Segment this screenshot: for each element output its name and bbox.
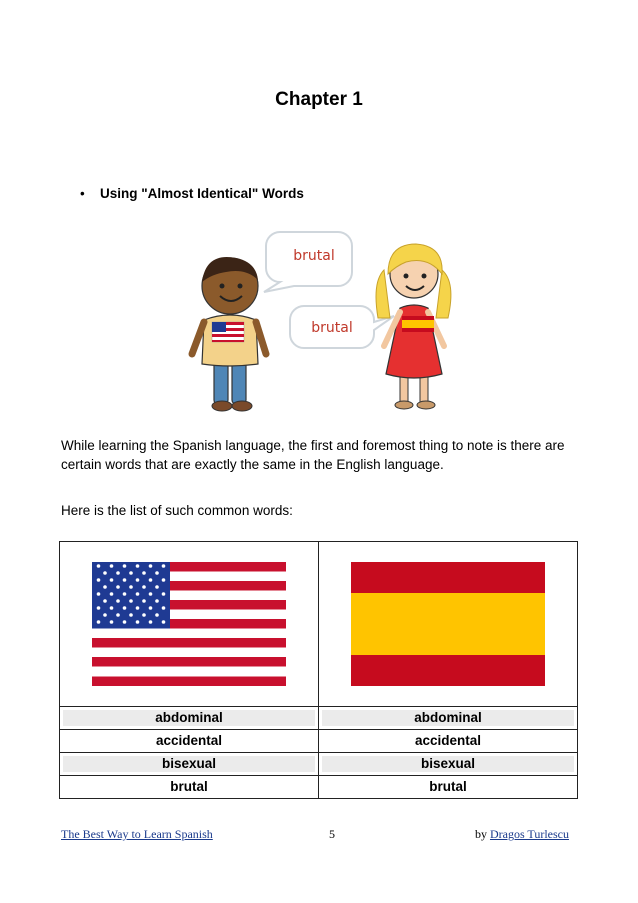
english-word-cell: [60, 707, 319, 730]
english-word: bisexual: [63, 756, 315, 772]
english-word-cell: [60, 730, 319, 753]
spanish-word: brutal: [429, 779, 467, 794]
spanish-word-cell: [319, 707, 578, 730]
spanish-word-cell: [319, 753, 578, 776]
table-row: [60, 753, 578, 776]
table-row: [60, 776, 578, 799]
english-word-cell: [60, 753, 319, 776]
bullet-symbol: •: [80, 186, 85, 201]
english-word-cell: [60, 776, 319, 799]
kids-illustration: [176, 222, 466, 417]
spanish-word: abdominal: [322, 710, 574, 726]
intro-paragraph: While learning the Spanish language, the first and foremost thing to note is there are certain words that are exactly the same in the English language.: [61, 438, 565, 472]
bubble-right-word: brutal: [311, 320, 353, 336]
boy-figure: [192, 257, 266, 411]
us-flag-icon: [92, 562, 286, 686]
english-word: brutal: [170, 779, 208, 794]
bullet-item: [80, 186, 304, 201]
english-word: abdominal: [63, 710, 315, 726]
table-row: [60, 707, 578, 730]
us-flag-cell: [60, 542, 319, 707]
author-credit: [475, 827, 569, 842]
spanish-word: accidental: [414, 733, 482, 748]
word-table: [59, 541, 578, 799]
english-word: accidental: [155, 733, 223, 748]
by-prefix: by: [474, 827, 490, 841]
spain-flag-icon: [351, 562, 545, 686]
spanish-word: bisexual: [322, 756, 574, 772]
page-number: 5: [329, 827, 335, 841]
girl-figure: [376, 244, 451, 409]
book-title-link[interactable]: The Best Way to Learn Spanish: [61, 827, 213, 841]
spain-flag-cell: [319, 542, 578, 707]
bubble-left-word: brutal: [293, 248, 335, 264]
speech-bubble-left: [264, 232, 352, 292]
chapter-title: Chapter 1: [275, 89, 363, 110]
table-row: [60, 730, 578, 753]
bullet-text: Using "Almost Identical" Words: [100, 186, 304, 201]
author-link[interactable]: Dragos Turlescu: [489, 827, 569, 841]
spanish-word-cell: [319, 776, 578, 799]
list-intro-paragraph: Here is the list of such common words:: [61, 503, 293, 518]
spanish-word-cell: [319, 730, 578, 753]
